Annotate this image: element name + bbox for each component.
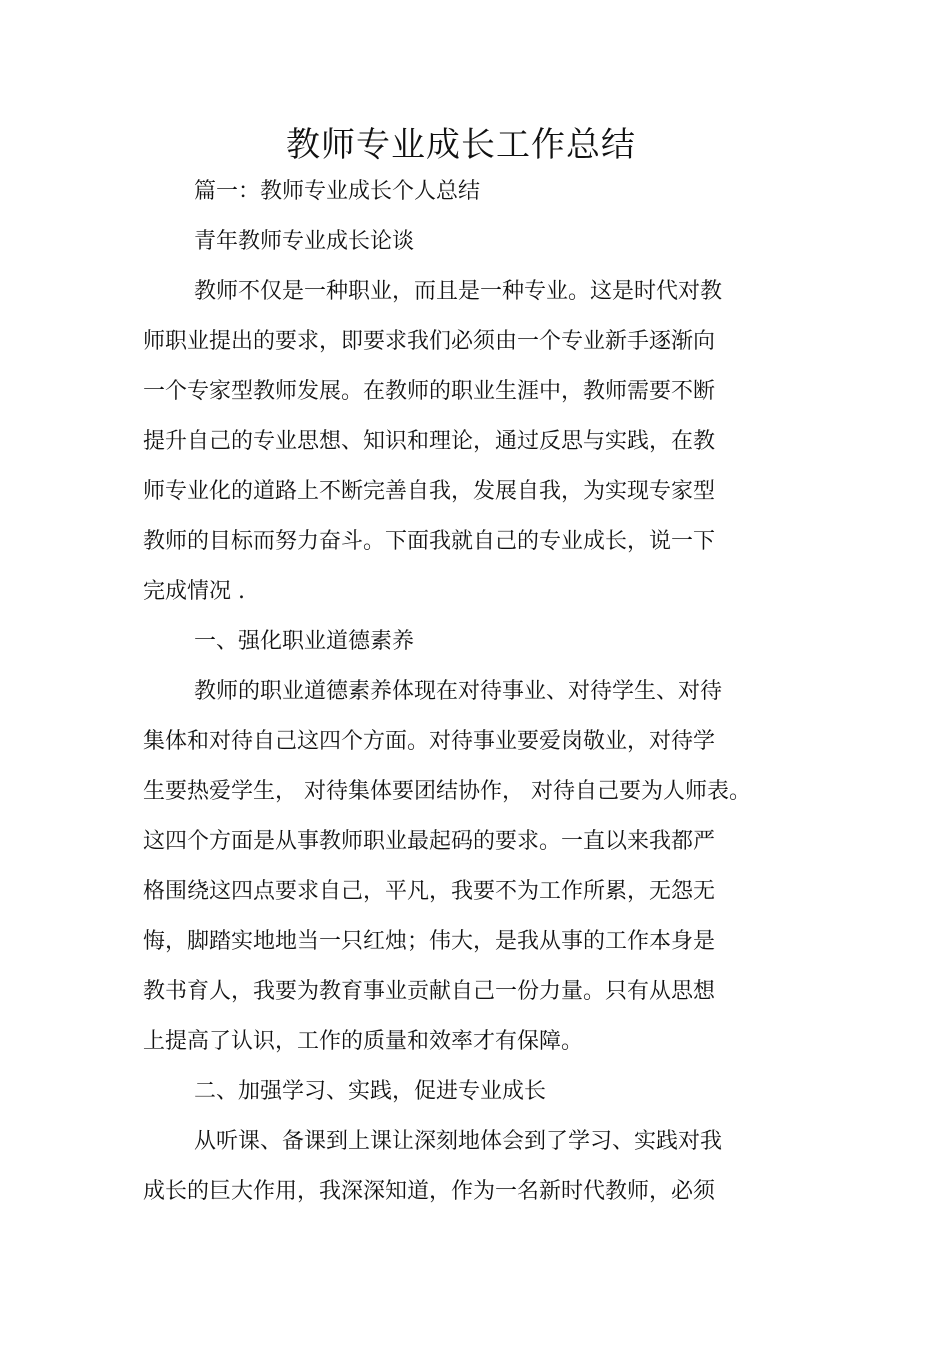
paragraph-line: 上提高了认识，工作的质量和效率才有保障。 (143, 1029, 584, 1054)
paragraph-line: 集体和对待自己这四个方面。对待事业要爱岗敬业，对待学 (143, 729, 716, 754)
document-title: 教师专业成长工作总结 (286, 125, 636, 165)
sub-heading: 青年教师专业成长论谈 (194, 229, 415, 254)
section-heading: 一、强化职业道德素养 (194, 629, 415, 654)
paragraph-line: 教师不仅是一种职业，而且是一种专业。这是时代对教 (194, 279, 723, 304)
paragraph-line: 提升自己的专业思想、知识和理论，通过反思与实践，在教 (143, 429, 716, 454)
paragraph-line: 从听课、备课到上课让深刻地体会到了学习、实践对我 (194, 1129, 723, 1154)
section-heading: 篇一：教师专业成长个人总结 (194, 179, 481, 204)
section-heading: 二、加强学习、实践，促进专业成长 (194, 1079, 547, 1104)
paragraph-line: 悔，脚踏实地地当一只红烛；伟大，是我从事的工作本身是 (143, 929, 716, 954)
paragraph-line: 成长的巨大作用，我深深知道，作为一名新时代教师，必须 (143, 1179, 716, 1204)
paragraph-line: 这四个方面是从事教师职业最起码的要求。一直以来我都严 (143, 829, 716, 854)
paragraph-line: 教书育人，我要为教育事业贡献自己一份力量。只有从思想 (143, 979, 716, 1004)
paragraph-line: 完成情况 . (143, 579, 245, 604)
paragraph-line: 一个专家型教师发展。在教师的职业生涯中，教师需要不断 (143, 379, 716, 404)
paragraph-line: 生要热爱学生， 对待集体要团结协作， 对待自己要为人师表。 (143, 779, 751, 804)
paragraph-line: 教师的目标而努力奋斗。下面我就自己的专业成长，说一下 (143, 529, 716, 554)
paragraph-line: 师职业提出的要求，即要求我们必须由一个专业新手逐渐向 (143, 329, 716, 354)
paragraph-line: 师专业化的道路上不断完善自我，发展自我，为实现专家型 (143, 479, 716, 504)
paragraph-line: 教师的职业道德素养体现在对待事业、对待学生、对待 (194, 679, 723, 704)
paragraph-line: 格围绕这四点要求自己，平凡，我要不为工作所累，无怨无 (143, 879, 716, 904)
